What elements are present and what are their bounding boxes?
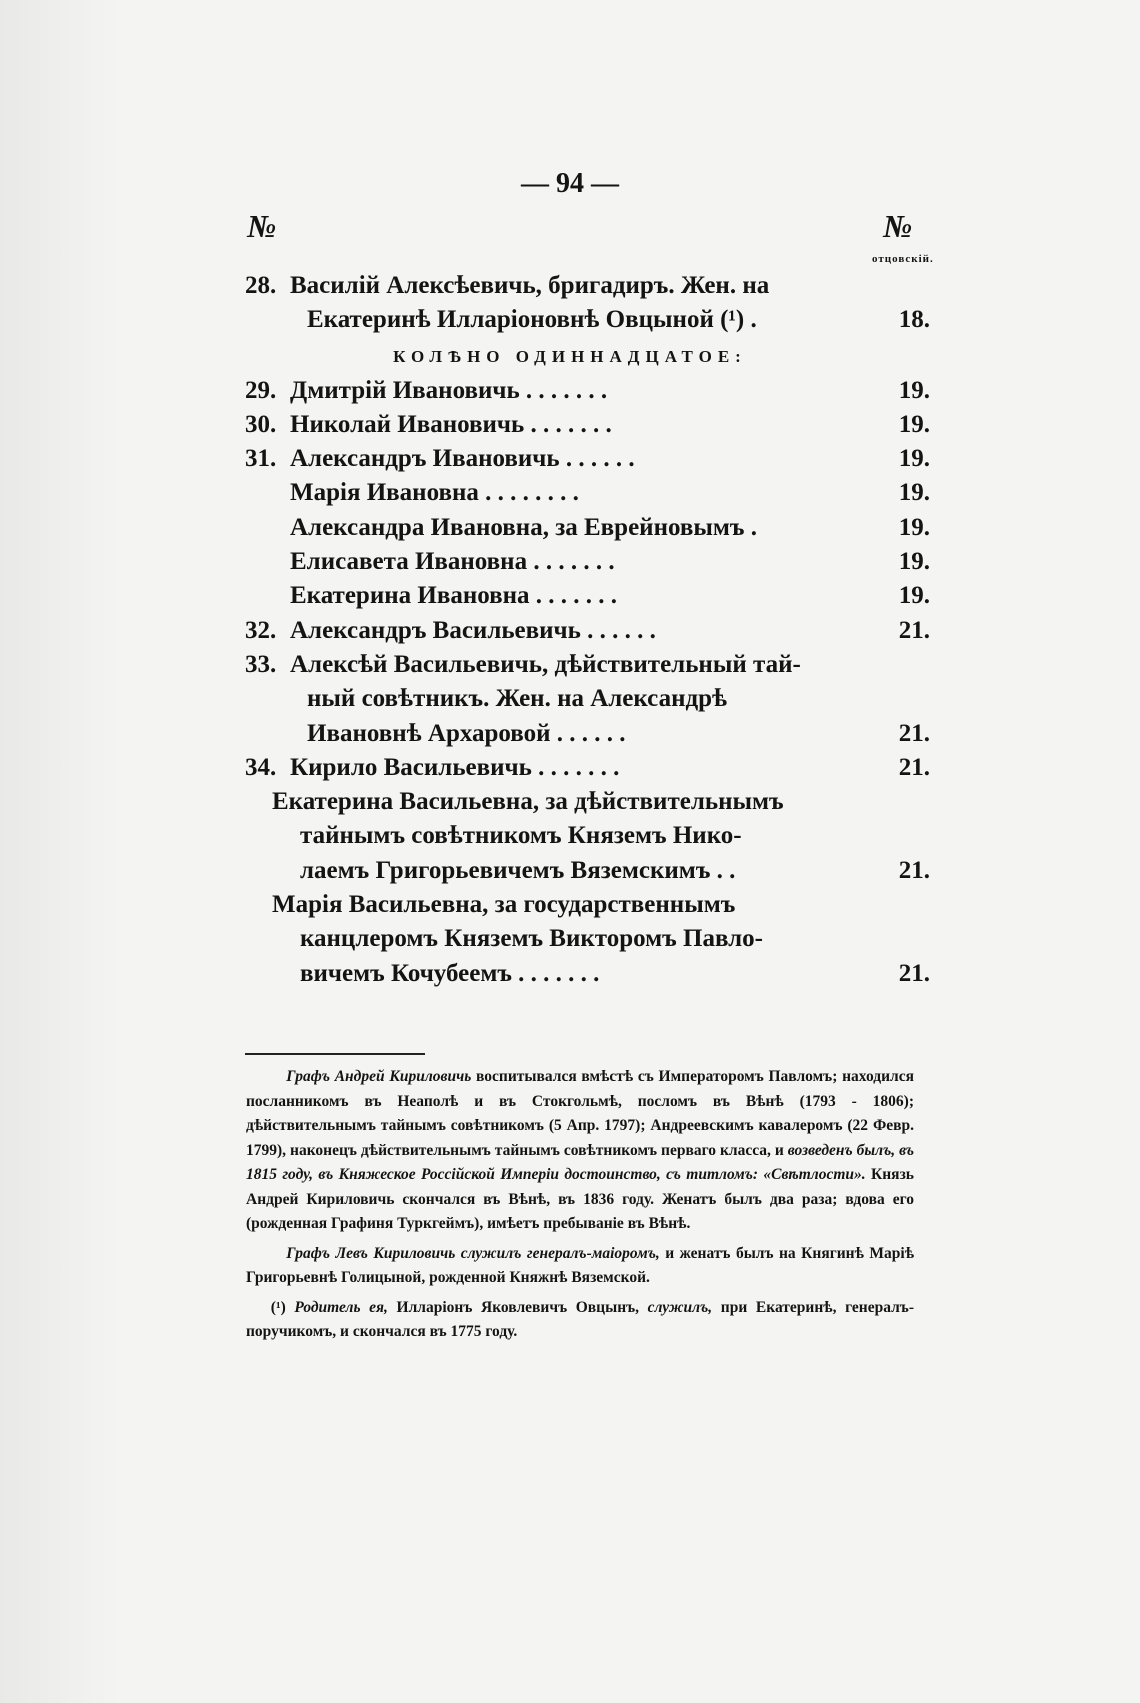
entry-text: Алексѣй Васильевичь, дѣйствительный тай-: [290, 650, 801, 678]
entry-row: [0, 377, 1140, 411]
footnote-lev: [246, 1242, 914, 1291]
entry-father-number: 21.: [898, 719, 930, 747]
footnote-text: и женатъ былъ на Княгинѣ Маріѣ Григорьевнѣ Голицыной, рожденной Княжнѣ Вяземской.: [246, 1244, 914, 1286]
entry-text: ный совѣтникъ. Жен. на Александрѣ: [307, 685, 728, 713]
entry-father-number: 18.: [898, 306, 930, 334]
entry-father-number: 21.: [898, 959, 930, 987]
footnote-mark: (¹): [270, 1298, 286, 1316]
entry-row: [0, 960, 1140, 994]
entry-row: [0, 548, 1140, 582]
footnote-italic: служилъ,: [639, 1298, 713, 1316]
entry-father-number: 21.: [898, 856, 930, 884]
entry-row: [0, 685, 1140, 719]
entry-father-number: 21.: [898, 616, 930, 644]
entry-text: Николай Ивановичь . . . . . . .: [290, 410, 612, 438]
entry-father-number: 19.: [898, 479, 930, 507]
entry-row: [0, 822, 1140, 856]
entry-number: 34.: [245, 753, 277, 781]
page-number: — 94 —: [521, 168, 619, 199]
footnote-text: Илларіонъ Яковлевичъ Овцынъ,: [387, 1298, 640, 1316]
footnote-text: воспитывался вмѣстѣ съ Императоромъ Павломъ; находился посланникомъ въ Неаполѣ и въ Стокгольмѣ, посломъ въ Вѣнѣ (1793 - 1806); дѣйствительнымъ тайнымъ совѣтникомъ (5 Апр. 1797); Андреевскимъ кавалеромъ (22 Февр. 1799), наконецъ дѣйствительнымъ тайнымъ совѣтникомъ перваго класса, и: [246, 1068, 914, 1159]
entry-row: [0, 582, 1140, 616]
entry-text: Александръ Васильевичь . . . . . .: [290, 616, 656, 644]
entry-text: Кирило Васильевичь . . . . . . .: [290, 753, 620, 781]
entry-text: Елисавета Ивановна . . . . . . .: [290, 548, 615, 576]
entry-row: [0, 651, 1140, 685]
footnote-italic: Графъ Андрей Кириловичь: [286, 1068, 472, 1085]
footnote-andrey: [246, 1065, 914, 1237]
entry-text: тайнымъ совѣтникомъ Княземъ Нико-: [300, 822, 742, 850]
footnote-1: [246, 1296, 914, 1345]
footnote-italic: Родитель ея,: [285, 1298, 388, 1316]
footnote-italic: Графъ Левъ Кириловичь служилъ генералъ-маіоромъ,: [286, 1244, 660, 1262]
entry-text: Александръ Ивановичь . . . . . .: [290, 445, 635, 473]
entry-text: Василій Алексѣевичь, бригадиръ. Жен. на: [290, 272, 770, 299]
entry-text: Марія Васильевна, за государственнымъ: [272, 891, 736, 919]
entry-father-number: 19.: [898, 410, 930, 438]
entry-row: [0, 891, 1140, 925]
entry-row: [0, 411, 1140, 445]
entry-text: Александра Ивановна, за Еврейновымъ .: [290, 513, 757, 541]
entry-row: [0, 272, 1140, 306]
column-number-sign-right: №: [883, 208, 913, 244]
entry-father-number: 19.: [898, 548, 930, 576]
entry-father-number: 19.: [898, 376, 930, 404]
entry-number: 31.: [245, 445, 277, 473]
entry-text: Марія Ивановна . . . . . . . .: [290, 479, 579, 507]
footnote-text: при Екатеринѣ, генералъ-поручикомъ, и скончался въ 1775 году.: [246, 1298, 914, 1340]
entry-text: Ивановнѣ Архаровой . . . . . .: [307, 719, 626, 747]
entry-row: [0, 925, 1140, 959]
entry-number: 32.: [245, 616, 277, 644]
entry-text: Дмитрій Ивановичь . . . . . . .: [290, 376, 608, 404]
entry-number: 33.: [245, 650, 277, 678]
generation-heading: КОЛѢНО ОДИННАДЦАТОЕ:: [393, 346, 747, 366]
entry-row: [0, 306, 1140, 340]
footnotes: [246, 1065, 914, 1350]
entry-row: [0, 617, 1140, 651]
entry-row: [0, 720, 1140, 754]
footnote-divider: [245, 1053, 425, 1055]
entry-row: [0, 514, 1140, 548]
entry-number: 28.: [245, 272, 277, 299]
footnote-italic: возведенъ былъ, въ 1815 году, въ Княжеское Россійской Имперіи достоинство, съ титломъ: «Свѣтлости».: [246, 1141, 914, 1183]
entry-text: вичемъ Кочубеемъ . . . . . . .: [300, 959, 600, 987]
entry-row: [0, 857, 1140, 891]
entry-father-number: 19.: [898, 582, 930, 610]
entry-father-number: 19.: [898, 513, 930, 541]
column-label-father: отцовскій.: [872, 253, 934, 265]
entry-father-number: 19.: [898, 445, 930, 473]
genealogy-entries: [0, 272, 1140, 994]
entry-row: [0, 445, 1140, 479]
entry-row: [0, 479, 1140, 513]
entry-number: 30.: [245, 410, 277, 438]
entry-text: Екатеринѣ Илларіоновнѣ Овцыной (¹) .: [307, 306, 757, 334]
footnote-text: Князь Андрей Кириловичь скончался въ Вѣнѣ, въ 1836 году. Женатъ былъ два раза; вдова его (рожденная Графиня Туркгеймъ), имѣетъ пребываніе въ Вѣнѣ.: [246, 1166, 914, 1232]
entry-father-number: 21.: [898, 753, 930, 781]
entry-text: канцлеромъ Княземъ Викторомъ Павло-: [300, 925, 763, 953]
entry-text: лаемъ Григорьевичемъ Вяземскимъ . .: [300, 856, 736, 884]
entry-text: Екатерина Васильевна, за дѣйствительнымъ: [272, 788, 784, 816]
entry-number: 29.: [245, 376, 277, 404]
column-number-sign-left: №: [247, 208, 277, 244]
entry-row: [0, 754, 1140, 788]
entry-text: Екатерина Ивановна . . . . . . .: [290, 582, 618, 610]
entry-row: [0, 788, 1140, 822]
